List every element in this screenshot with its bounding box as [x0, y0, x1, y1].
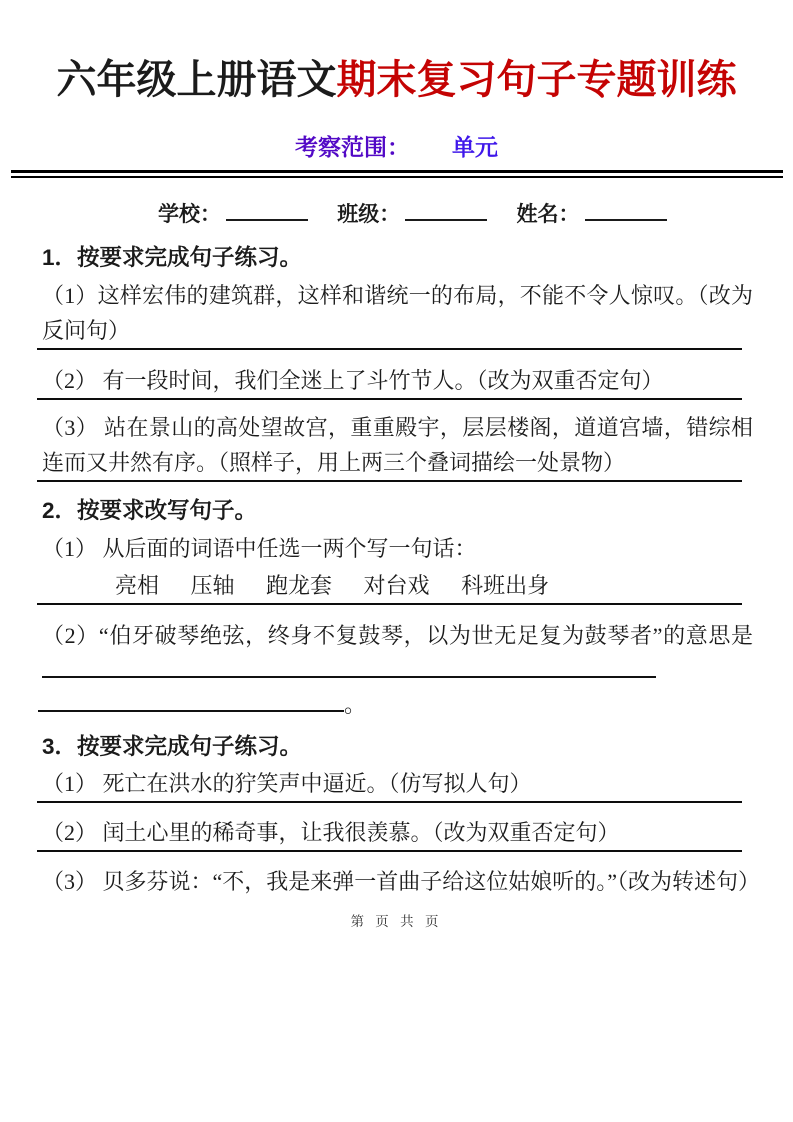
- section-3-heading: 3．按要求完成句子练习。: [42, 734, 303, 759]
- question-1-3: （3） 站在景山的高处望故宫，重重殿宇，层层楼阁，道道宫墙，错综相连而又井然有序。（照样子，用上两三个叠词描绘一处景物）: [42, 415, 753, 475]
- question-1-1: （1）这样宏伟的建筑群，这样和谐统一的布局，不能不令人惊叹。（改为反问句）: [42, 283, 753, 343]
- scope-value: 单元: [452, 134, 498, 160]
- scope-line: [0, 132, 793, 162]
- word-bank-item: 亮相: [115, 573, 160, 598]
- word-bank-item: 科班出身: [461, 573, 550, 598]
- class-label: 班级：: [337, 202, 401, 226]
- scope-label: 考察范围：: [295, 134, 410, 160]
- question-2-2: [42, 618, 753, 688]
- word-bank-item: 对台戏: [363, 573, 430, 598]
- name-blank: [585, 217, 667, 221]
- name-label: 姓名：: [516, 202, 580, 226]
- period-suffix: 。: [344, 692, 367, 717]
- name-field: [517, 202, 667, 226]
- page-footer: 第 页 共 页: [350, 914, 443, 929]
- class-field: [337, 202, 487, 226]
- class-blank: [405, 217, 487, 221]
- word-bank: [42, 568, 753, 603]
- word-bank-item: 压轴: [190, 573, 235, 598]
- answer-rule-3-2: [37, 850, 742, 852]
- student-info-row: [158, 198, 793, 230]
- answer-rule-1-2: [37, 398, 742, 400]
- doc-title-black: 六年级上册语文: [56, 58, 337, 102]
- section-2-heading: 2．按要求改写句子。: [42, 498, 258, 523]
- answer-rule-1-3: [37, 480, 742, 482]
- question-2-1: （1） 从后面的词语中任选一两个写一句话：: [42, 536, 477, 561]
- inline-answer-blank: [42, 654, 656, 678]
- question-2-2-text: （2）“伯牙破琴绝弦，终身不复鼓琴，以为世无足复为鼓琴者”的意思是: [42, 623, 753, 648]
- header-double-rule: [11, 170, 783, 178]
- word-bank-item: 跑龙套: [266, 573, 333, 598]
- doc-title-red: 期末复习句子专题训练: [336, 58, 737, 102]
- school-label: 学校：: [158, 202, 221, 226]
- section-1-heading: 1．按要求完成句子练习。: [42, 245, 303, 270]
- answer-blank-row: [38, 688, 753, 718]
- answer-rule-1-1: [37, 348, 742, 350]
- question-3-1: （1） 死亡在洪水的狞笑声中逼近。（仿写拟人句）: [42, 771, 532, 796]
- answer-rule-2-1: [37, 603, 742, 605]
- question-3-2: （2） 闰土心里的稀奇事，让我很羡慕。（改为双重否定句）: [42, 820, 620, 845]
- doc-title: [0, 0, 793, 104]
- answer-rule-3-1: [37, 801, 742, 803]
- school-field: [158, 202, 308, 226]
- school-blank: [226, 217, 308, 221]
- question-3-3: （3） 贝多芬说：“不，我是来弹一首曲子给这位姑娘听的。”（改为转述句）: [42, 869, 761, 894]
- question-1-2: （2） 有一段时间，我们全迷上了斗竹节人。（改为双重否定句）: [42, 368, 664, 393]
- answer-blank-line: [38, 688, 344, 712]
